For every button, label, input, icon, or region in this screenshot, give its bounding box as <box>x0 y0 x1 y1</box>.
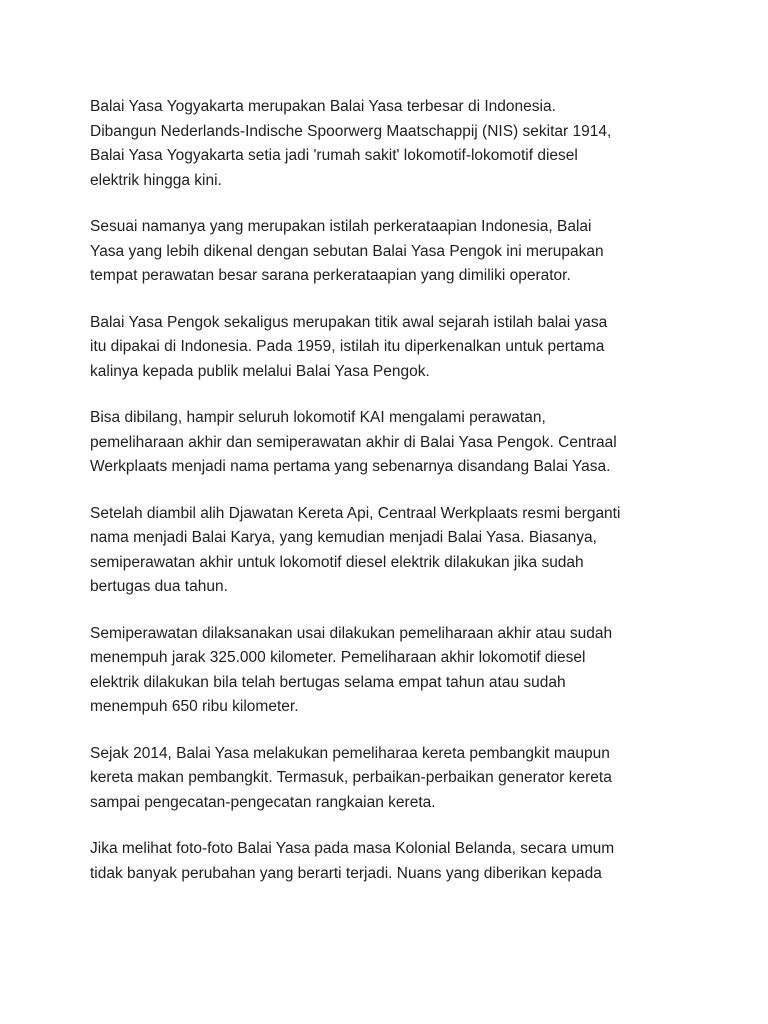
paragraph-5 <box>90 502 690 600</box>
text-line: Sejak 2014, Balai Yasa melakukan pemeliharaa kereta pembangkit maupun <box>90 744 610 762</box>
text-line: Sesuai namanya yang merupakan istilah perkerataapian Indonesia, Balai <box>90 218 592 235</box>
text-line: tidak banyak perubahan yang berarti terjadi. Nuans yang diberikan kepada <box>90 864 602 882</box>
text-line: menempuh 650 ribu kilometer. <box>90 698 299 715</box>
text-line: Werkplaats menjadi nama pertama yang sebenarnya disandang Balai Yasa. <box>90 458 611 475</box>
text-line: Balai Yasa Yogyakarta setia jadi 'rumah sakit' lokomotif-lokomotif diesel <box>90 147 578 164</box>
paragraph-4 <box>90 406 690 480</box>
paragraph-3 <box>90 311 690 385</box>
text-line: Balai Yasa Yogyakarta merupakan Balai Yasa terbesar di Indonesia. <box>90 98 556 115</box>
text-line: menempuh jarak 325.000 kilometer. Pemeliharaan akhir lokomotif diesel <box>90 649 586 666</box>
text-line: semiperawatan akhir untuk lokomotif diesel elektrik dilakukan jika sudah <box>90 553 584 571</box>
text-line: Semiperawatan dilaksanakan usai dilakukan pemeliharaan akhir atau sudah <box>90 624 613 642</box>
text-line: kereta makan pembangkit. Termasuk, perbaikan-perbaikan generator kereta <box>90 769 612 786</box>
text-line: kalinya kepada publik melalui Balai Yasa Pengok. <box>90 362 430 380</box>
text-line: tempat perawatan besar sarana perkerataapian yang dimiliki operator. <box>90 267 571 284</box>
paragraph-1 <box>90 95 690 193</box>
text-line: Bisa dibilang, hampir seluruh lokomotif KAI mengalami perawatan, <box>90 409 546 426</box>
text-line: Dibangun Nederlands-Indische Spoorwerg Maatschappij (NIS) sekitar 1914, <box>90 122 612 140</box>
text-line: bertugas dua tahun. <box>90 578 228 595</box>
text-line: Yasa yang lebih dikenal dengan sebutan Balai Yasa Pengok ini merupakan <box>90 242 604 260</box>
paragraph-7 <box>90 742 690 816</box>
text-line: Balai Yasa Pengok sekaligus merupakan titik awal sejarah istilah balai yasa <box>90 313 608 331</box>
paragraph-2 <box>90 215 690 289</box>
paragraph-6 <box>90 622 690 720</box>
text-line: pemeliharaan akhir dan semiperawatan akhir di Balai Yasa Pengok. Centraal <box>90 433 617 451</box>
document-page <box>90 95 690 908</box>
text-line: sampai pengecatan-pengecatan rangkaian kereta. <box>90 793 436 811</box>
text-line: Jika melihat foto-foto Balai Yasa pada masa Kolonial Belanda, secara umum <box>90 840 615 857</box>
text-line: elektrik hingga kini. <box>90 171 222 189</box>
text-line: nama menjadi Balai Karya, yang kemudian menjadi Balai Yasa. Biasanya, <box>90 529 597 546</box>
text-line: itu dipakai di Indonesia. Pada 1959, istilah itu diperkenalkan untuk pertama <box>90 338 605 355</box>
text-line: elektrik dilakukan bila telah bertugas selama empat tahun atau sudah <box>90 673 566 691</box>
text-line: Setelah diambil alih Djawatan Kereta Api, Centraal Werkplaats resmi berganti <box>90 504 621 522</box>
paragraph-8 <box>90 837 690 886</box>
